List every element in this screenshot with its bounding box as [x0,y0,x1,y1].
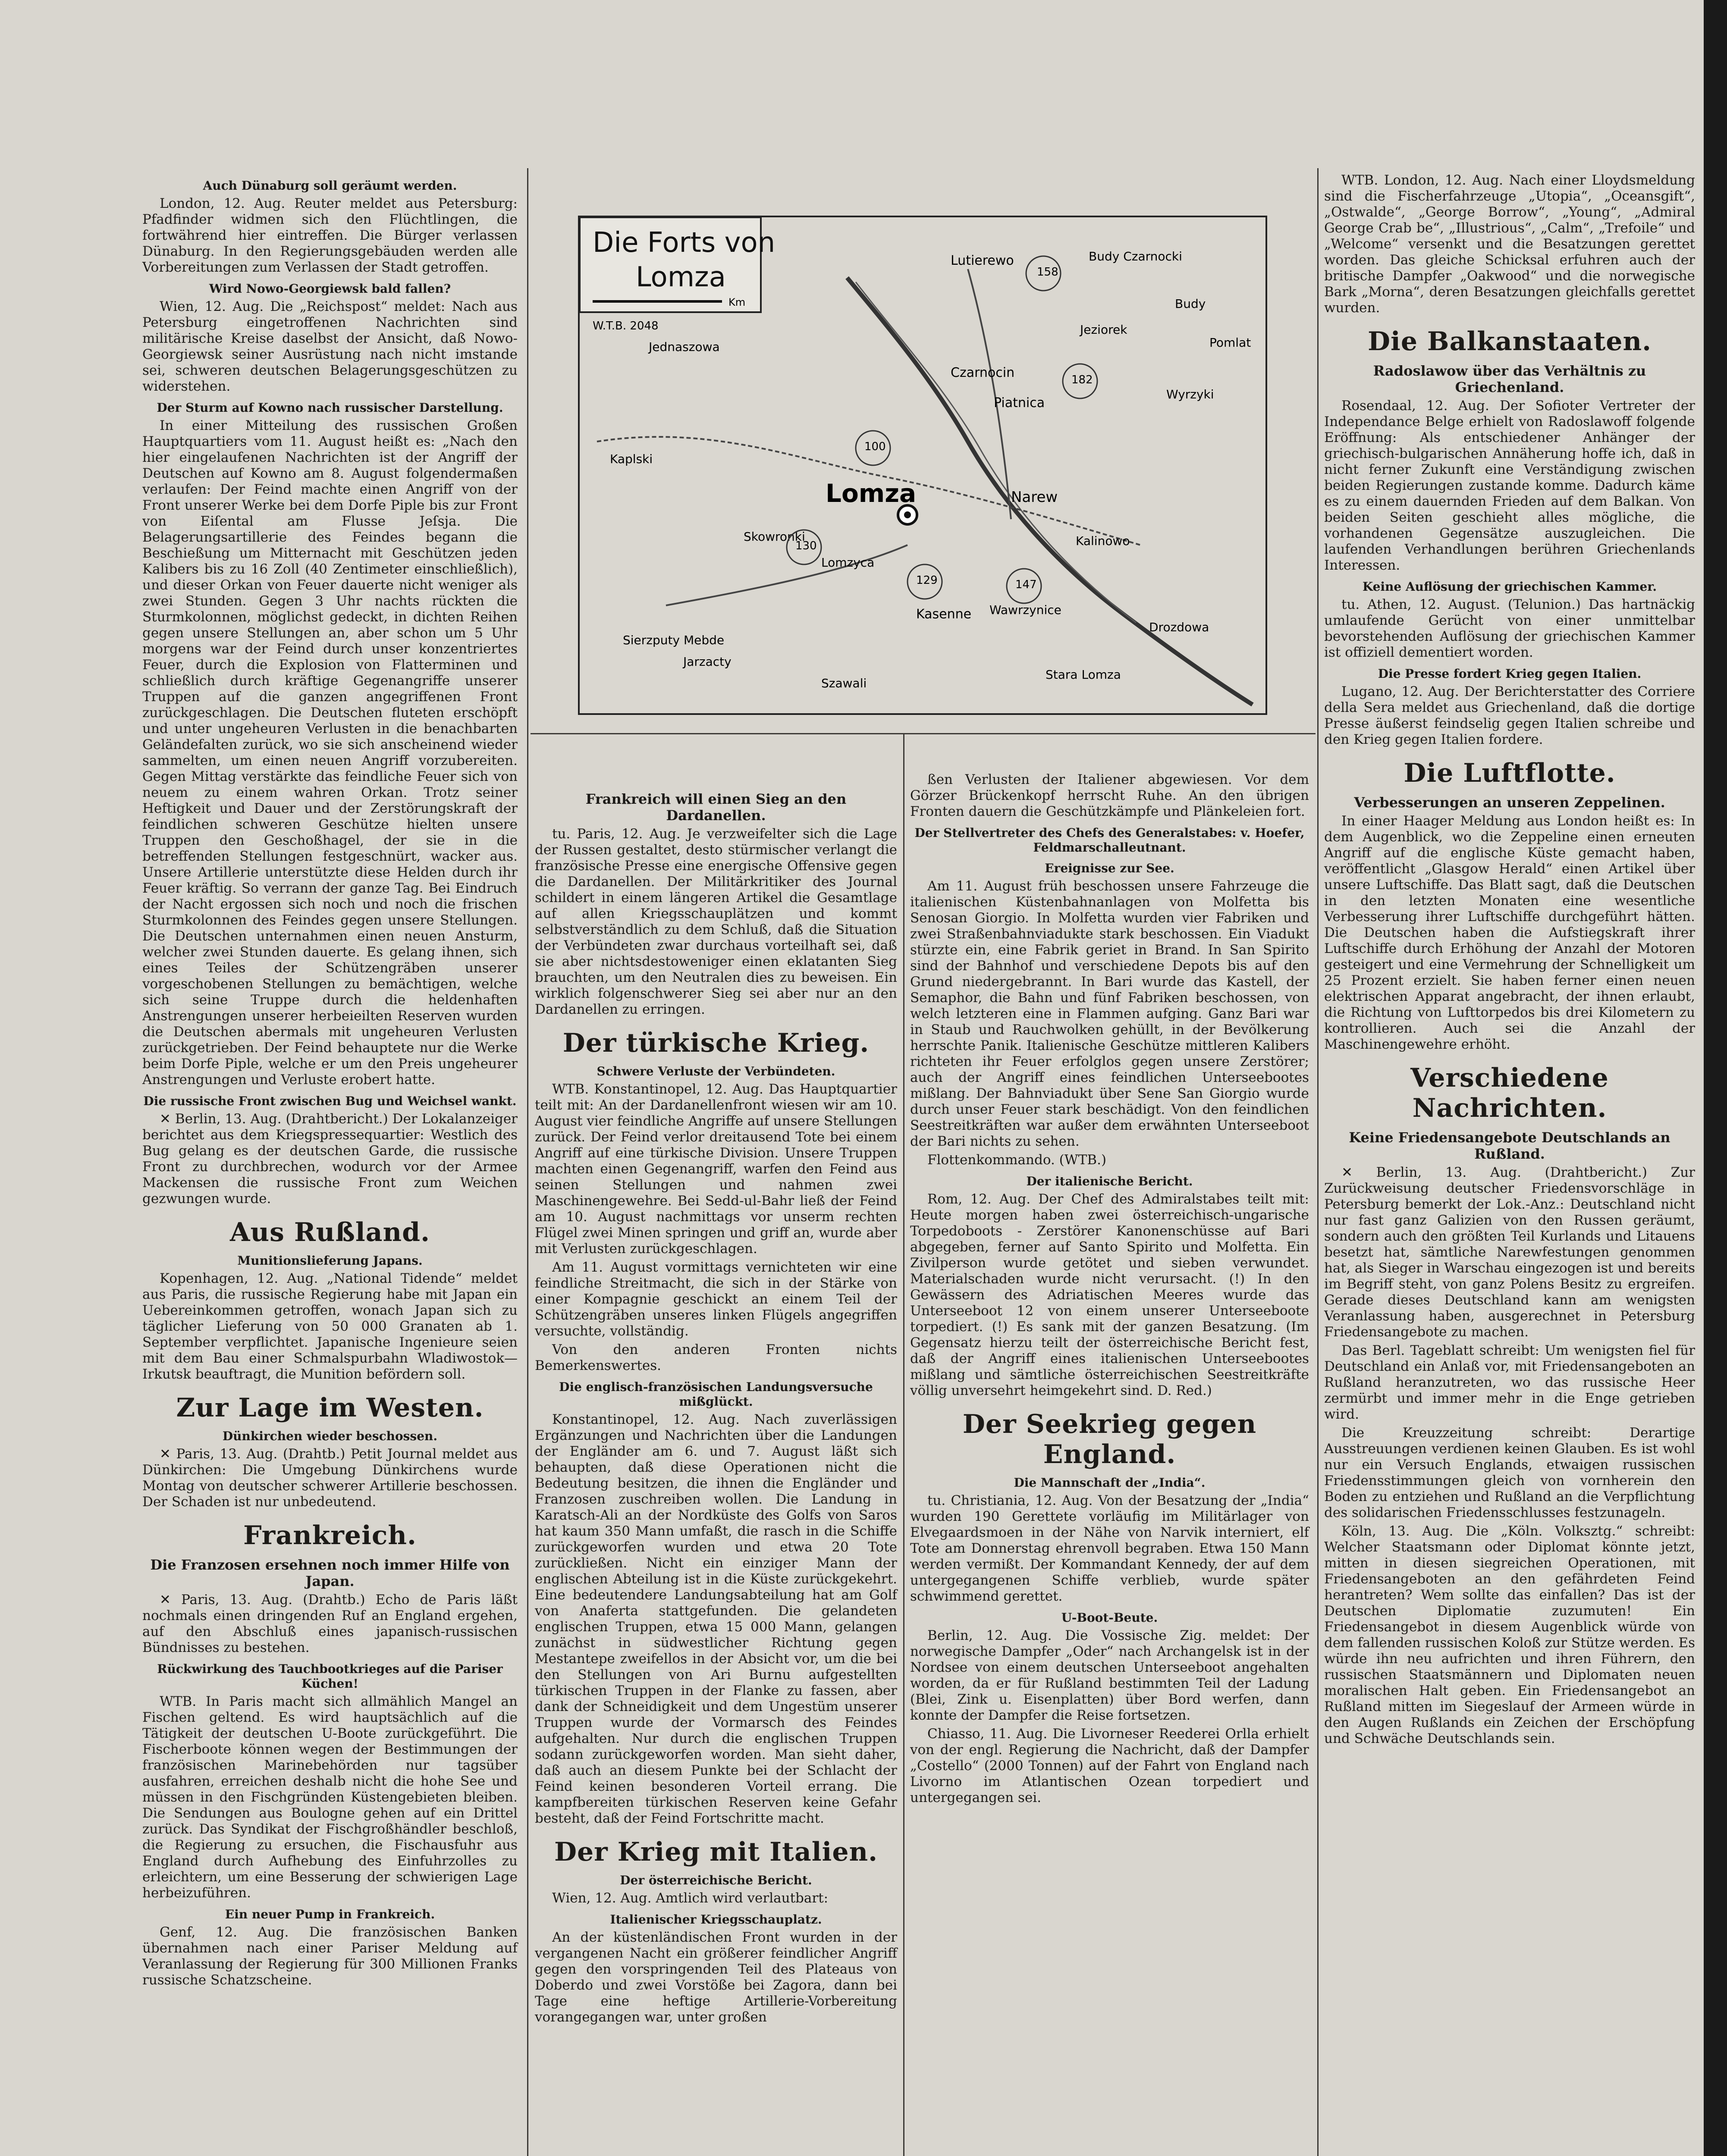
column-2 [535,785,897,2028]
article-paragraph: Genf, 12. Aug. Die französischen Banken übernahmen nach einer Pariser Meldung auf Veranlassung der Regierung für 300 Millionen Franks russische Schatzscheine. [142,1924,518,1988]
column-rule [903,733,904,2156]
section-heading: Der türkische Krieg. [562,1028,870,1058]
map-center-label: Lomza [826,479,917,508]
place-2: Budy Czarnocki [1089,249,1182,263]
article-paragraph: Am 11. August vormittags vernichteten wir eine feindliche Streitmacht, die sich in der Stärke von einer Kompagnie geschickt an einem Teil der Schützengräben unseres linken Flügels angegriffen versuchte, vollständig. [535,1260,897,1339]
article-headline: Die russische Front zwischen Bug und Weichsel wankt. [143,1094,517,1108]
article-paragraph: Flottenkommando. (WTB.) [927,1152,1107,1168]
article-paragraph: WTB. London, 12. Aug. Nach einer Lloydsmeldung sind die Fischerfahrzeuge „Utopia“, „Oceansgift“, „Ostwalde“, „George Borrow“, „Young“, „Admiral George Crab be“, „Illustrious“, „Calm“, „Trefoile“ und „Welcome“ versenkt und die Besatzungen gerettet worden. Das gleiche Schicksal erfuhren auch der britische Dampfer „Oakwood“ und die norwegische Bark „Morna“, deren Besatzungen gleichfalls gerettet wurden. [1324,172,1695,316]
map-title-1: Die Forts von [593,227,776,259]
article-paragraph: Am 11. August früh beschossen unsere Fahrzeuge die italienischen Küstenbahnanlagen von Molfetta bis Senosan Giorgio. In Molfetta wurden vier Fabriken und zwei Straßenbahnviadukte stark beschossen. Ein Viadukt stürzte ein, eine Fabrik geriet in Brand. In San Spirito sind der Bahnhof und verschiedene Depots bis auf den Grund niedergebrannt. In Bari wurde das Kastell, der Semaphor, die Bahn und fünf Fabriken beschossen, von welch letzteren eine in Flammen aufging. Ganz Bari war in Staub und Rauchwolken gehüllt, in der Bevölkerung herrschte Panik. Italienische Geschütze mittleren Kalibers richteten ihr Feuer erfolglos gegen unsere Zerstörer; auch der Angriff eines feindlichen Unterseebootes mißlang. Der Bahnviadukt über Sene San Giorgio wurde durch unser Feuer stark beschädigt. Von den feindlichen Seestreitkräften war außer dem erwähnten Unterseeboot der Bari nichts zu sehen. [910,878,1309,1149]
article-headline: Italienischer Kriegsschauplatz. [610,1912,822,1927]
place-20: Szawali [821,676,867,690]
section-heading: Frankreich. [243,1520,417,1551]
article-headline: Wird Nowo-Georgiewsk bald fallen? [209,282,451,296]
article-headline: Schwere Verluste der Verbündeten. [597,1064,835,1078]
article-paragraph: ✕ Paris, 13. Aug. (Drahtb.) Echo de Paris läßt nochmals einen dringenden Ruf an England ergehen, auf den Abschluß eines japanisch-russischen Bündnisses zu bestehen. [142,1592,518,1655]
column-rule [1317,168,1319,2156]
place-11: Skowronki [744,530,805,544]
section-heading: Der Seekrieg gegen England. [962,1409,1257,1470]
article-headline: Die englisch-französischen Landungsversuche mißglückt. [559,1380,873,1409]
article-paragraph: Wien, 12. Aug. Amtlich wird verlautbart: [552,1890,829,1906]
map-scale-unit: Km [728,296,746,308]
article-headline: Die Presse fordert Krieg gegen Italien. [1378,667,1642,681]
place-17: Drozdowa [1149,620,1209,634]
article-headline: Der österreichische Bericht. [620,1873,812,1887]
place-13: Narew [1011,489,1058,506]
fort-5: 129 [916,574,938,587]
article-paragraph: tu. Athen, 12. August. (Telunion.) Das hartnäckig umlaufende Gerücht von einer unmittelbar bevorstehenden Auflösung der griechischen Kammer ist offiziell dementiert worden. [1324,597,1695,660]
article-headline: Keine Friedensangebote Deutschlands an Rußland. [1349,1129,1670,1162]
section-heading: Zur Lage im Westen. [176,1393,484,1423]
place-4: Pomlat [1209,335,1251,350]
article-headline: Auch Dünaburg soll geräumt werden. [203,179,457,193]
article-headline: Die Mannschaft der „India“. [1014,1476,1206,1490]
article-paragraph: Berlin, 12. Aug. Die Vossische Zig. meldet: Der norwegische Dampfer „Oder“ nach Archangelsk ist in der Nordsee von einem deutschen Unterseeboot angehalten worden, da er für Rußland bestimmten Teil der Ladung (Blei, Zink u. Eisenplatten) über Bord werfen, dann konnte der Dampfer die Reise fortsetzen. [910,1628,1309,1723]
article-paragraph: Rosendaal, 12. Aug. Der Sofioter Vertreter der Independance Belge erhielt von Radoslawoff folgende Eröffnung: Als entschiedener Anhänger der griechisch-bulgarischen Annäherung hoffe ich, daß in nicht ferner Zukunft eine Verständigung zwischen beiden Regierungen zustande komme. Dadurch käme es zu einem dauernden Frieden auf dem Balkan. Von beiden Seiten geschieht alles mögliche, die vorhandenen Gegensätze auszugleichen. Die laufenden Verhandlungen berühren Griechenlands Interessen. [1324,398,1695,573]
article-headline: Ereignisse zur See. [1045,861,1174,875]
map-title-2: Lomza [636,261,726,293]
column-4 [1324,172,1695,1749]
article-headline: Keine Auflösung der griechischen Kammer. [1362,580,1657,594]
place-19: Jarzacty [683,655,732,669]
fort-6: 147 [1015,578,1037,591]
column-3 [910,772,1309,1808]
article-paragraph: Köln, 13. Aug. Die „Köln. Volksztg.“ schreibt: Welcher Staatsmann oder Diplomat könnte jetzt, mitten in diesen siegreichen Operationen, mit Friedensangeboten an den gefährdeten Feind herantreten? Wem sollte das einfallen? Das ist der Deutschen Diplomatie zuzumuten! Ein Friedensangebot in diesem Augenblick würde von dem fallenden russischen Koloß zur Stütze werden. Es würde ihn neu aufrichten und ihren Führern, den russischen Staatsmännern und Diplomaten neuen moralischen Halt geben. Ein Friedensangebot an Rußland mitten im Siegeslauf der Armeen würde in den Augen Rußlands ein Zeichen der Erschöpfung und Schwäche Deutschlands sein. [1324,1523,1695,1746]
map-drawing [580,217,1265,713]
place-10: Kaplski [610,452,653,466]
article-headline: Frankreich will einen Sieg an den Dardanellen. [585,791,847,824]
article-paragraph: An der küstenländischen Front wurden in der vergangenen Nacht ein größerer feindlicher Angriff gegen den vorspringenden Teil des Plateaus von Doberdo und zwei Vorstöße bei Zagora, dann bei Tage eine heftige Artillerie-Vorbereitung vorangegangen war, unter großen [535,1930,897,2025]
map-credit: W.T.B. 2048 [593,320,659,332]
place-1: Lutierewo [951,253,1014,268]
section-heading: Die Luftflotte. [1404,758,1616,788]
article-headline: Verbesserungen an unseren Zeppelinen. [1354,794,1665,811]
article-headline: Die Franzosen ersehnen noch immer Hilfe von Japan. [150,1557,510,1589]
article-headline: Der italienische Bericht. [1026,1174,1193,1188]
section-heading: Verschiedene Nachrichten. [1410,1063,1609,1123]
article-paragraph: London, 12. Aug. Reuter meldet aus Petersburg: Pfadfinder widmen sich den Flüchtlingen, die fortwährend hier eintreffen. Die Bürger verlassen Dünaburg. In den Regierungsgebäuden werden alle Vorbereitungen zum Verlassen der Stadt getroffen. [142,196,518,275]
section-heading: Aus Rußland. [229,1217,430,1247]
place-5: Jeziorek [1080,323,1127,337]
scan-edge [1704,0,1727,2156]
column-rule [527,168,528,2156]
article-paragraph: ßen Verlusten der Italiener abgewiesen. Vor dem Görzer Brückenkopf herrscht Ruhe. An den übrigen Fronten dauern die Geschützkämpfe und Plänkeleien fort. [910,772,1309,819]
place-18: Sierzputy Mebde [623,633,725,647]
article-paragraph: WTB. Konstantinopel, 12. Aug. Das Hauptquartier teilt mit: An der Dardanellenfront wiesen wir am 10. August vier feindliche Angriffe auf unsere Stellungen zurück. Der Feind verlor dreitausend Tote bei einem Angriff auf eine türkische Division. Unsere Truppen machten einen Gegenangriff, warfen den Feind aus seinen Stellungen und nahmen zwei Maschinengewehre. Bei Sedd-ul-Bahr ließ der Feind am 10. August nachmittags vor unserm rechten Flügel zwei Minen springen und griff an, wurde aber mit Verlusten zurückgeschlagen. [535,1081,897,1257]
article-headline: Dünkirchen wieder beschossen. [222,1429,438,1443]
article-headline: Radoslawow über das Verhältnis zu Griechenland. [1373,363,1646,395]
article-paragraph: ✕ Paris, 13. Aug. (Drahtb.) Petit Journal meldet aus Dünkirchen: Die Umgebung Dünkirchens wurde Montag von deutscher schwerer Artillerie beschossen. Der Schaden ist nur unbedeutend. [142,1446,518,1510]
lomza-forts-map [578,216,1267,715]
fort-4: 130 [795,539,817,552]
article-paragraph: ✕ Berlin, 13. Aug. (Drahtbericht.) Der Lokalanzeiger berichtet aus dem Kriegspressequartier: Westlich des Bug gelang es der deutschen Garde, die russische Front zu durchbrechen, wodurch vor der Armee Mackensen die russische Front zum Weichen gezwungen wurde. [142,1111,518,1206]
place-21: Stara Lomza [1046,667,1121,682]
place-6: Jednaszowa [649,340,720,354]
article-paragraph: Das Berl. Tageblatt schreibt: Um wenigsten fiel für Deutschland ein Anlaß vor, mit Friedensangeboten an Rußland heranzutreten, wo das russische Heer zermürbt und immer mehr in die Enge getrieben wird. [1324,1343,1695,1422]
article-paragraph: Chiasso, 11. Aug. Die Livorneser Reederei Orlla erhielt von der engl. Regierung die Nachricht, daß der Dampfer „Costello“ (2000 Tonnen) auf der Fahrt von England nach Livorno im Atlantischen Ozean torpediert und untergegangen sei. [910,1726,1309,1805]
place-16: Wawrzynice [989,603,1061,617]
section-heading: Die Balkanstaaten. [1368,326,1652,357]
fort-2: 182 [1071,373,1093,386]
article-headline: Rückwirkung des Tauchbootkrieges auf die Pariser Küchen! [157,1662,503,1691]
place-7: Czarnocin [951,365,1015,380]
article-paragraph: ✕ Berlin, 13. Aug. (Drahtbericht.) Zur Zurückweisung deutscher Friedensvorschläge in Petersburg bemerkt der Lok.-Anz.: Deutschland nicht nur fast ganz Galizien von den Russen geräumt, sondern auch den größten Teil Kurlands und Litauens besetzt hat, sämtliche Narewfestungen genommen hat, als Sieger in Warschau eingezogen ist und bereits im Begriff steht, von ganz Polens Besitz zu ergreifen. Gerade dieses Deutschland kann am wenigsten Veranlassung haben, ausgerechnet in Petersburg Friedensangebote zu machen. [1324,1165,1695,1340]
place-12: Lomzyca [821,555,875,570]
article-paragraph: In einer Haager Meldung aus London heißt es: In dem Augenblick, wo die Zeppeline einen erneuten Angriff auf die englische Küste gemacht haben, veröffentlicht „Glasgow Herald“ einen Artikel über unsere Luftschiffe. Das Blatt sagt, daß die Deutschen in den letzten Monaten eine wesentliche Verbesserung ihrer Luftschiffe durchgeführt hätten. Die Deutschen haben die Aufstiegskraft ihrer Luftschiffe durch Erhöhung der Anzahl der Motoren gesteigert und eine Vermehrung der Schnelligkeit um 25 Prozent erzielt. Sie haben ferner einen neuen elektrischen Apparat angebracht, der ihnen erlaubt, die Richtung von Lufttorpedos bis drei Kilometern zu kontrollieren. Auch sei die Anzahl der Maschinengewehre erhöht. [1324,813,1695,1052]
article-headline: Ein neuer Pump in Frankreich. [225,1907,435,1921]
article-paragraph: WTB. In Paris macht sich allmählich Mangel an Fischen geltend. Es wird hauptsächlich auf die Tätigkeit der deutschen U-Boote zurückgeführt. Die Fischerboote können wegen der Bestimmungen der französischen Marinebehörden nur tagsüber ausfahren, erreichen deshalb nicht die hohe See und müssen in den Fischgründen Küstengebieten bleiben. Die Sendungen aus Boulogne gehen auf ein Drittel zurück. Das Syndikat der Fischgroßhändler beschloß, die Regierung zu ersuchen, die Fischausfuhr aus England durch Aufhebung des Einfuhrzolles zu erleichtern, um eine Besserung der schwierigen Lage herbeizuführen. [142,1694,518,1901]
article-paragraph: Von den anderen Fronten nichts Bemerkenswertes. [535,1342,897,1373]
place-14: Kalinowo [1076,534,1130,548]
article-paragraph: tu. Christiania, 12. Aug. Von der Besatzung der „India“ wurden 190 Gerettete vorläufig im Militärlager von Elvegaardsmoen in der Nähe von Narvik interniert, elf Tote am Donnerstag ehrenvoll begraben. Etwa 150 Mann werden vermißt. Der Kommandant Kennedy, der auf dem untergegangenen Schiffe verblieb, wurde später schwimmend gerettet. [910,1493,1309,1604]
article-paragraph: Rom, 12. Aug. Der Chef des Admiralstabes teilt mit: Heute morgen haben zwei österreichisch-ungarische Torpedoboots - Zerstörer Kanonenschüsse auf Bari abgegeben, ferner auf Santo Spirito und Molfetta. Ein Zivilperson wurde getötet und sieben verwundet. Materialschaden wurde nicht verursacht. (!) In den Gewässern des Adriatischen Meeres wurde das Unterseeboot 12 von einem unserer Unterseeboote torpediert. (!) Es sank mit der ganzen Besatzung. (Im Gegensatz hierzu teilt der österreichische Bericht fest, daß der Angriff eines italienischen Unterseebootes mißlang und sämtliche österreichischen Seestreitkräfte völlig unversehrt heimgekehrt sind. D. Red.) [910,1191,1309,1398]
article-headline: U-Boot-Beute. [1061,1611,1158,1625]
article-paragraph: tu. Paris, 12. Aug. Je verzweifelter sich die Lage der Russen gestaltet, desto stürmischer verlangt die französische Presse eine energische Offensive gegen die Dardanellen. Der Militärkritiker des Journal schildert in einem längeren Artikel die Gesamtlage auf allen Kriegsschauplätzen und kommt selbstverständlich zu dem Schluß, daß die Situation der Verbündeten zwar durchaus vorteilhaft sei, daß sie aber nichtsdestoweniger einen eklatanten Sieg brauchten, um den Neutralen dies zu beweisen. Ein wirklich folgenschwerer Sieg sei aber nur an den Dardanellen zu erringen. [535,826,897,1017]
article-paragraph: Wien, 12. Aug. Die „Reichspost“ meldet: Nach aus Petersburg eingetroffenen Nachrichten sind militärische Kreise daselbst der Ansicht, daß Nowo-Georgiewsk seiner Ausrüstung nach nicht imstande sei, schweren deutschen Belagerungsgeschützen zu widerstehen. [142,299,518,394]
fort-1: 158 [1037,266,1058,279]
column-1 [142,172,518,1991]
article-headline: Der Stellvertreter des Chefs des Generalstabes: v. Hoefer, Feldmarschalleutnant. [914,826,1305,855]
article-headline: Munitionslieferung Japans. [237,1253,423,1268]
article-headline: Der Sturm auf Kowno nach russischer Darstellung. [157,401,503,415]
place-15: Kasenne [916,607,972,622]
article-paragraph: Kopenhagen, 12. Aug. „National Tidende“ meldet aus Paris, die russische Regierung habe mit Japan ein Uebereinkommen getroffen, wonach Japan sich zu täglicher Lieferung von 50 000 Granaten ab 1. September verpflichtet. Japanische Ingenieure seien mit dem Bau einer Schmalspurbahn Wladiwostok—Irkutsk beauftragt, die Munition befördern soll. [142,1271,518,1382]
place-8: Piatnica [994,395,1045,411]
article-paragraph: In einer Mitteilung des russischen Großen Hauptquartiers vom 11. August heißt es: „Nach den hier eingelaufenen Nachrichten ist der Angriff der Deutschen auf Kowno am 8. August folgendermaßen verlaufen: Der Feind machte einen Angriff von der Front unserer Werke bei dem Dorfe Piple bis zur Front von Eiſental am Flusse Jeſsja. Die Belagerungsartillerie des Feindes begann die Beschießung um Mitternacht mit Geschützen jeden Kalibers bis zu 16 Zoll (40 Zentimeter einschließlich), und dieser Orkan von Feuer dauerte nicht weniger als zwei Stunden. Gegen 3 Uhr nachts rückten die Sturmkolonnen, möglichst gedeckt, in dichten Reihen gegen unsere Stellungen an, aber schon um 5 Uhr morgens war der Feind durch unser konzentriertes Feuer, durch die Explosion von Flatterminen und schließlich durch kräftige Gegenangriffe unserer Truppen auf die ganzen angegriffenen Front zurückgeschlagen. Die Deutschen fluteten erschöpft und unter ungeheuren Verlusten in die benachbarten Geländefalten zurück, wo sie sich anscheinend wieder sammelten, um einen neuen Angriff vorzubereiten. Gegen Mittag verstärkte das feindliche Feuer sich von neuem zu einem wahren Orkan. Trotz seiner Heftigkeit und Dauer und der Zerstörungskraft der feindlichen schweren Geschütze hielten unsere Truppen den Geschoßhagel, der sie in die betreffenden Stellungen festgeschnürt, wacker aus. Unsere Artillerie unterstützte diese Helden durch ihr Feuer kräftig. So verrann der ganze Tag. Bei Eindruch der Nacht ergossen sich noch und noch die frischen Sturmkolonnen des Feindes gegen unsere Stellungen. Die Deutschen unternahmen einen neuen Ansturm, welcher zwei Stunden dauerte. Es gelang ihnen, sich eines Teiles der Schützengräben unserer vorgeschobenen Stellungen zu bemächtigen, welche sich seine Truppe durch die heldenhaften Anstrengungen unserer herbeieilten Reserven wurden die Deutschen abermals mit ungeheuren Verlusten zurückgetrieben. Der Feind behauptete nur die Werke beim Dorfe Piple, welche er um den Preis ungeheurer Anstrengungen und Verluste erobert hatte. [142,418,518,1087]
place-3: Budy [1175,297,1206,311]
place-9: Wyrzyki [1166,387,1214,401]
section-heading: Der Krieg mit Italien. [554,1837,878,1867]
article-paragraph: Die Kreuzzeitung schreibt: Derartige Ausstreuungen verdienen keinen Glauben. Es ist wohl nur ein Versuch Englands, etwaigen russischen Friedensstimmungen gleich von vornherein den Boden zu entziehen und Rußland an die Verpflichtung des solidarischen Friedensschlusses festzunageln. [1324,1425,1695,1520]
fort-3: 100 [864,440,886,453]
article-paragraph: Konstantinopel, 12. Aug. Nach zuverlässigen Ergänzungen und Nachrichten über die Landungen der Engländer am 6. und 7. August läßt sich behaupten, daß diese Operationen nicht die Bedeutung besitzen, die ihnen die Engländer und Franzosen zuschreiben wollen. Die Landung in Karatsch-Ali an der Nordküste des Golfs von Saros hat kaum 350 Mann umfaßt, die rasch in die Schiffe zurückgeworfen wurden und etwa 20 Tote zurückließen. Nicht ein einziger Mann der englischen Abteilung ist in die Küste zurückgekehrt. Eine bedeutendere Landungsabteilung hat am Golf von Anaferta stattgefunden. Die gelandeten englischen Truppen, etwa 15 000 Mann, gelangen zunächst in südwestlicher Richtung gegen Mestantepe zweifellos in der Absicht vor, um die bei den Stellungen von Ari Burnu aufgestellten türkischen Truppen in der Flanke zu fassen, aber dank der Schneidigkeit und dem Ungestüm unserer Truppen wurde der Vormarsch des Feindes aufgehalten. Nur durch die englischen Truppen sodann zurückgeworfen worden. Man sieht daher, daß auch an diesem Punkte bei der Schlacht der Feind keinen besonderen Vorteil errang. Die kampfbereiten türkischen Reserven keine Gefahr besteht, daß der Feind Fortschritte macht. [535,1412,897,1826]
map-separator [531,733,1316,734]
article-paragraph: Lugano, 12. Aug. Der Berichterstatter des Corriere della Sera meldet aus Griechenland, daß die dortige Presse äußerst feindselig gegen Italien schreibe und den Krieg gegen Italien fordere. [1324,684,1695,747]
